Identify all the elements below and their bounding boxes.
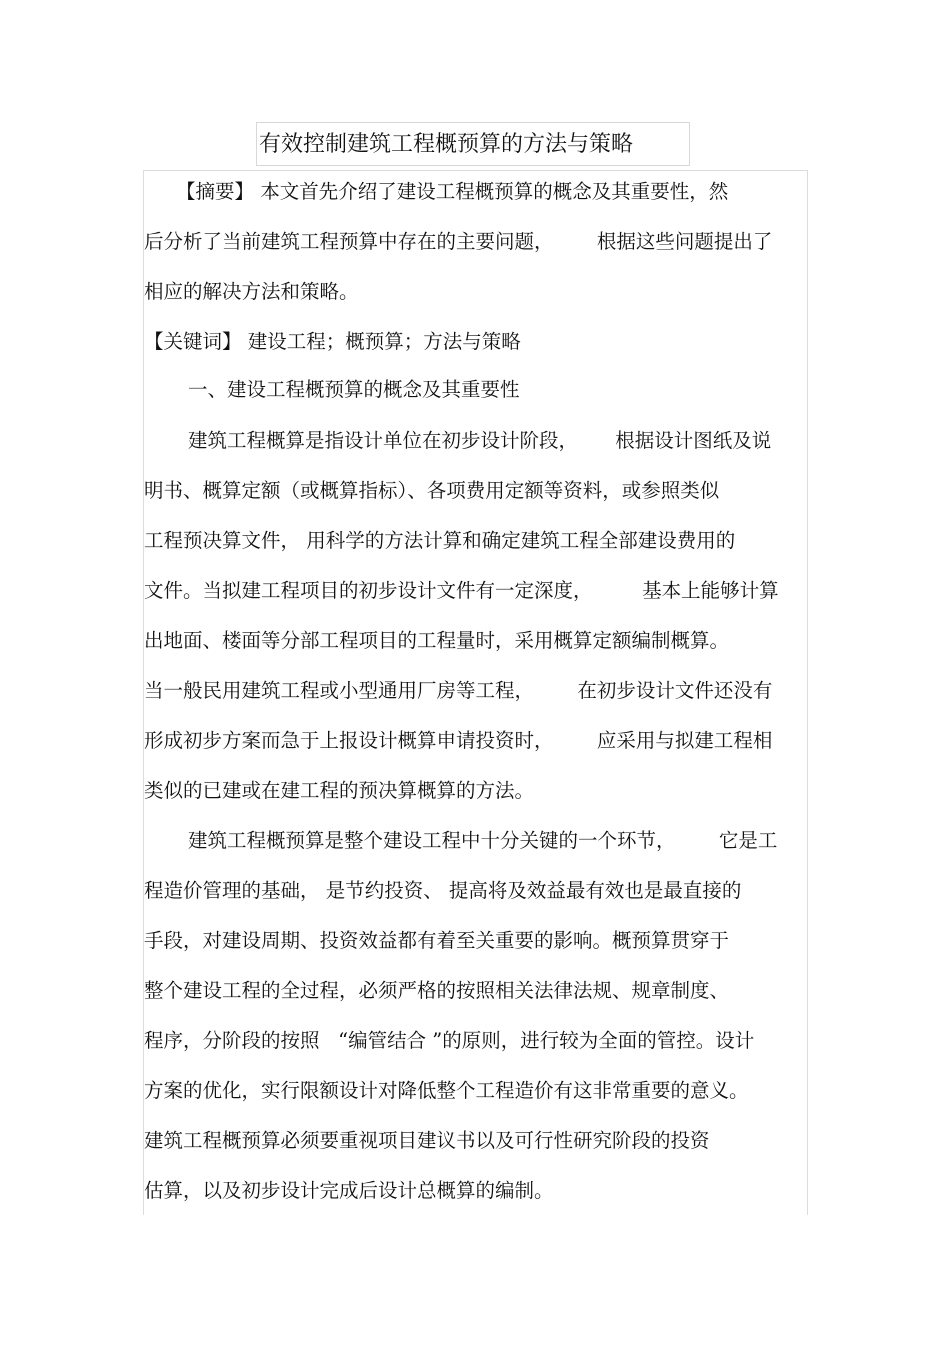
abstract-line-3: 相应的解决方法和策略。 (144, 280, 359, 303)
document-title: 有效控制建筑工程概预算的方法与策略 (259, 132, 634, 157)
keywords-line: 【关键词】 建设工程；概预算；方法与策略 (144, 330, 521, 353)
paragraph-2-line-1: 建筑工程概预算是整个建设工程中十分关键的一个环节， 它是工 (188, 829, 778, 852)
paragraph-1-line-3: 工程预决算文件， 用科学的方法计算和确定建筑工程全部建设费用的 (144, 529, 736, 552)
paragraph-1-line-6: 当一般民用建筑工程或小型通用厂房等工程， 在初步设计文件还没有 (144, 679, 773, 702)
paragraph-2-line-4: 整个建设工程的全过程，必须严格的按照相关法律法规、规章制度、 (144, 979, 730, 1002)
section-heading: 一、建设工程概预算的概念及其重要性 (188, 378, 520, 401)
abstract-line-2: 后分析了当前建筑工程预算中存在的主要问题， 根据这些问题提出了 (144, 230, 773, 253)
paragraph-2-line-3: 手段，对建设周期、投资效益都有着至关重要的影响。概预算贯穿于 (144, 929, 730, 952)
paragraph-2-line-8: 估算，以及初步设计完成后设计总概算的编制。 (144, 1179, 554, 1202)
paragraph-1-line-4: 文件。当拟建工程项目的初步设计文件有一定深度， 基本上能够计算 (144, 579, 779, 602)
paragraph-2-line-7: 建筑工程概预算必须要重视项目建议书以及可行性研究阶段的投资 (144, 1129, 710, 1152)
paragraph-2-line-6: 方案的优化，实行限额设计对降低整个工程造价有这非常重要的意义。 (144, 1079, 749, 1102)
paragraph-2-line-5: 程序，分阶段的按照 “编管结合 ”的原则，进行较为全面的管控。设计 (144, 1029, 755, 1052)
paragraph-1-line-7: 形成初步方案而急于上报设计概算申请投资时， 应采用与拟建工程相 (144, 729, 773, 752)
paragraph-1-line-5: 出地面、楼面等分部工程项目的工程量时，采用概算定额编制概算。 (144, 629, 730, 652)
paragraph-1-line-2: 明书、概算定额（或概算指标）、各项费用定额等资料，或参照类似 (144, 479, 720, 502)
paragraph-2-line-2: 程造价管理的基础， 是节约投资、 提高将及效益最有效也是最直接的 (144, 879, 742, 902)
abstract-line-1: 【摘要】 本文首先介绍了建设工程概预算的概念及其重要性，然 (176, 180, 729, 203)
paragraph-1-line-8: 类似的已建或在建工程的预决算概算的方法。 (144, 779, 535, 802)
paragraph-1-line-1: 建筑工程概算是指设计单位在初步设计阶段， 根据设计图纸及说 (188, 429, 772, 452)
